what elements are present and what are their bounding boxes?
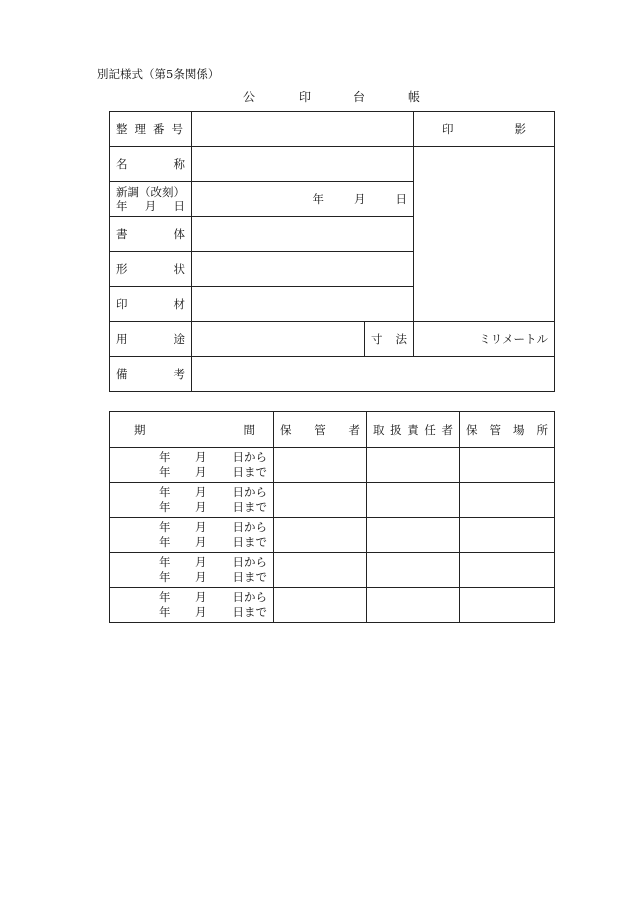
table-row bbox=[110, 448, 555, 483]
label-inzai: 印 材 bbox=[110, 287, 192, 322]
label-keijo: 形 状 bbox=[110, 252, 192, 287]
label-yoto: 用 途 bbox=[110, 322, 192, 357]
label-shotai: 書 体 bbox=[110, 217, 192, 252]
field-seiri-bango[interactable] bbox=[192, 112, 414, 147]
title-char: 印 bbox=[299, 90, 312, 104]
header-inei: 印 影 bbox=[414, 112, 555, 147]
period-cell[interactable]: 年 月 日から 年 月 日まで bbox=[110, 483, 274, 518]
period-cell[interactable]: 年 月 日から 年 月 日まで bbox=[110, 588, 274, 623]
field-shincho-date[interactable]: 年 月 日 bbox=[192, 182, 414, 217]
period-cell[interactable]: 年 月 日から 年 月 日まで bbox=[110, 448, 274, 483]
field-shotai[interactable] bbox=[192, 217, 414, 252]
title-char: 帳 bbox=[408, 90, 421, 104]
hokansha-cell[interactable] bbox=[274, 588, 367, 623]
header-hokan-basho: 保 管 場 所 bbox=[460, 412, 555, 448]
label-sunpo: 寸 法 bbox=[365, 322, 414, 357]
field-yoto[interactable] bbox=[192, 322, 365, 357]
basho-cell[interactable] bbox=[460, 483, 555, 518]
label-meisho: 名 称 bbox=[110, 147, 192, 182]
sekininsha-cell[interactable] bbox=[367, 588, 460, 623]
field-sunpo[interactable]: ミリメートル bbox=[414, 322, 555, 357]
table-row bbox=[110, 483, 555, 518]
header-kikan: 期 間 bbox=[110, 412, 274, 448]
sekininsha-cell[interactable] bbox=[367, 448, 460, 483]
field-meisho[interactable] bbox=[192, 147, 414, 182]
field-biko[interactable] bbox=[192, 357, 555, 392]
title-char: 公 bbox=[243, 90, 256, 104]
seal-registry-table bbox=[109, 111, 555, 392]
hokansha-cell[interactable] bbox=[274, 518, 367, 553]
custody-period-table bbox=[109, 411, 555, 623]
seal-impression-area[interactable] bbox=[414, 147, 555, 322]
period-cell[interactable]: 年 月 日から 年 月 日まで bbox=[110, 518, 274, 553]
page-title bbox=[0, 88, 630, 104]
hokansha-cell[interactable] bbox=[274, 553, 367, 588]
label-seiri-bango: 整 理 番 号 bbox=[110, 112, 192, 147]
sekininsha-cell[interactable] bbox=[367, 483, 460, 518]
hokansha-cell[interactable] bbox=[274, 483, 367, 518]
table-row bbox=[110, 588, 555, 623]
header-toriatsukai-sekininsha: 取 扱 責 任 者 bbox=[367, 412, 460, 448]
sekininsha-cell[interactable] bbox=[367, 553, 460, 588]
form-label: 別記様式（第5条関係） bbox=[97, 67, 220, 81]
table-row bbox=[110, 518, 555, 553]
basho-cell[interactable] bbox=[460, 553, 555, 588]
label-shincho: 新調（改刻） 年 月 日 bbox=[110, 182, 192, 217]
table-row bbox=[110, 553, 555, 588]
title-char: 台 bbox=[353, 90, 366, 104]
hokansha-cell[interactable] bbox=[274, 448, 367, 483]
period-cell[interactable]: 年 月 日から 年 月 日まで bbox=[110, 553, 274, 588]
field-inzai[interactable] bbox=[192, 287, 414, 322]
basho-cell[interactable] bbox=[460, 448, 555, 483]
basho-cell[interactable] bbox=[460, 588, 555, 623]
basho-cell[interactable] bbox=[460, 518, 555, 553]
sekininsha-cell[interactable] bbox=[367, 518, 460, 553]
field-keijo[interactable] bbox=[192, 252, 414, 287]
label-biko: 備 考 bbox=[110, 357, 192, 392]
header-hokansha: 保 管 者 bbox=[274, 412, 367, 448]
